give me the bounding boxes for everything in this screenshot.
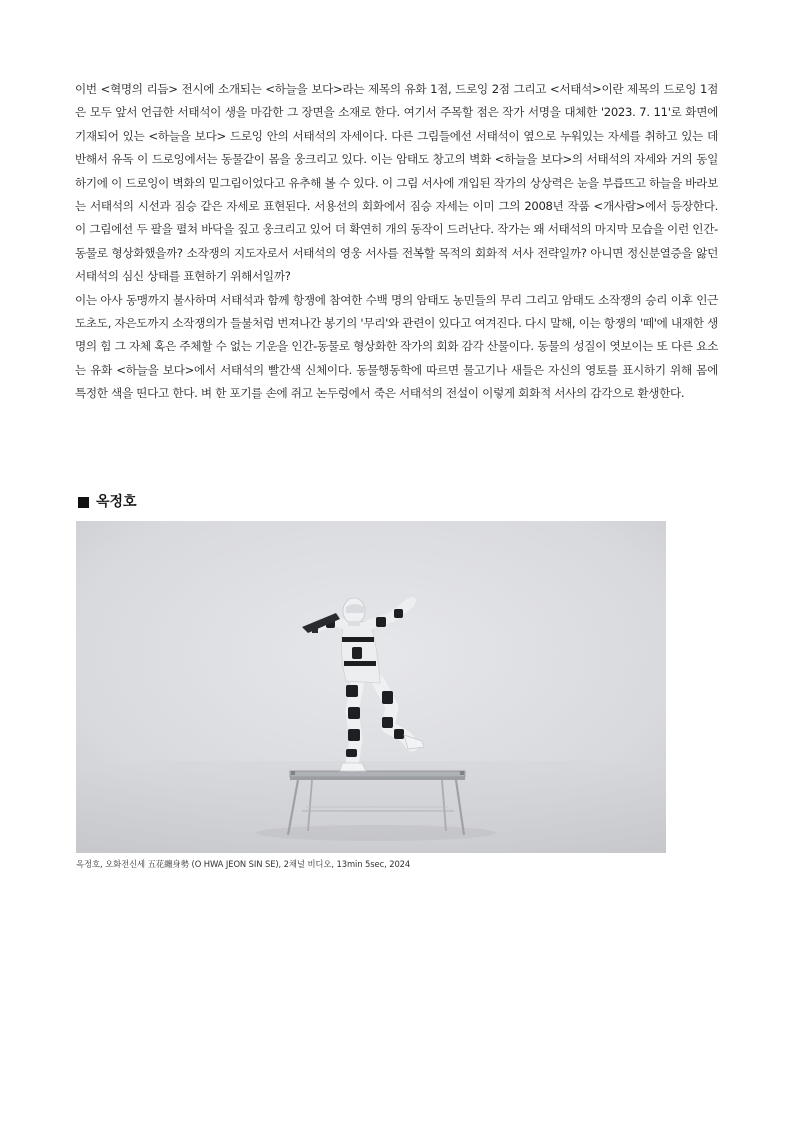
section-heading [78, 491, 137, 513]
artwork-photo [76, 521, 666, 853]
article-body [75, 78, 718, 406]
article-paragraph-1: 이번 <혁명의 리듬> 전시에 소개되는 <하늘을 보다>라는 제목의 유화 1점, 드로잉 2점 그리고 <서태석>이란 제목의 드로잉 1점은 모두 앞서 언급한 서태석이 생을 마감한 그 장면을 소재로 한다. 여기서 주목할 점은 작가 서명을 대체한 '2023. 7. 11'로 화면에 기재되어 있는 <하늘을 보다> 드로잉 안의 서태석의 자세이다. 다른 그림들에선 서태석이 옆으로 누워있는 자세를 취하고 있는 데 반해서 유독 이 드로잉에서는 동물같이 몸을 웅크리고 있다. 이는 암태도 창고의 벽화 <하늘을 보다>의 서태석의 자세와 거의 동일하기에 이 드로잉이 벽화의 밑그림이었다고 유추해 볼 수 있다. 이 그림 서사에 개입된 작가의 상상력은 눈을 부릅뜨고 하늘을 바라보는 서태석의 시선과 짐승 같은 자세로 표현된다. 서용선의 회화에서 짐승 자세는 이미 그의 2008년 작품 <개사람>에서 등장한다. 이 그림에선 두 팔을 펼쳐 바닥을 짚고 웅크리고 있어 더 확연히 개의 동작이 드러난다. 작가는 왜 서태석의 마지막 모습을 이런 인간-동물로 형상화했을까? 소작쟁의 지도자로서 서태석의 영웅 서사를 전복할 목적의 회화적 서사 전략일까? 아니면 정신분열증을 앓던 서태석의 심신 상태를 표현하기 위해서일까? [75, 82, 718, 284]
article-paragraph-2: 이는 아사 동맹까지 불사하며 서태석과 함께 항쟁에 참여한 수백 명의 암태도 농민들의 무리 그리고 암태도 소작쟁의 승리 이후 인근 도초도, 자은도까지 소작쟁의가 들불처럼 번져나간 봉기의 '무리'와 관련이 있다고 여겨진다. 다시 말해, 이는 항쟁의 '떼'에 내재한 생명의 힘 그 자체 혹은 주체할 수 없는 기운을 인간-동물로 형상화한 작가의 회화 감각 산물이다. 동물의 성질이 엿보이는 또 다른 요소는 유화 <하늘을 보다>에서 서태석의 빨간색 신체이다. 동물행동학에 따르면 물고기나 새들은 자신의 영토를 표시하기 위해 몸에 특정한 색을 띤다고 한다. 벼 한 포기를 손에 쥐고 논두렁에서 죽은 서태석의 전설이 이렇게 회화적 서사의 감각으로 환생한다. [75, 292, 718, 401]
performer-on-bench-image [76, 521, 666, 853]
figure-caption: 옥정호, 오화전신세 五花纏身勢 (O HWA JEON SIN SE), 2채널 비디오, 13min 5sec, 2024 [76, 859, 411, 869]
black-square-icon [78, 497, 89, 508]
section-heading-text: 옥정호 [96, 494, 137, 510]
